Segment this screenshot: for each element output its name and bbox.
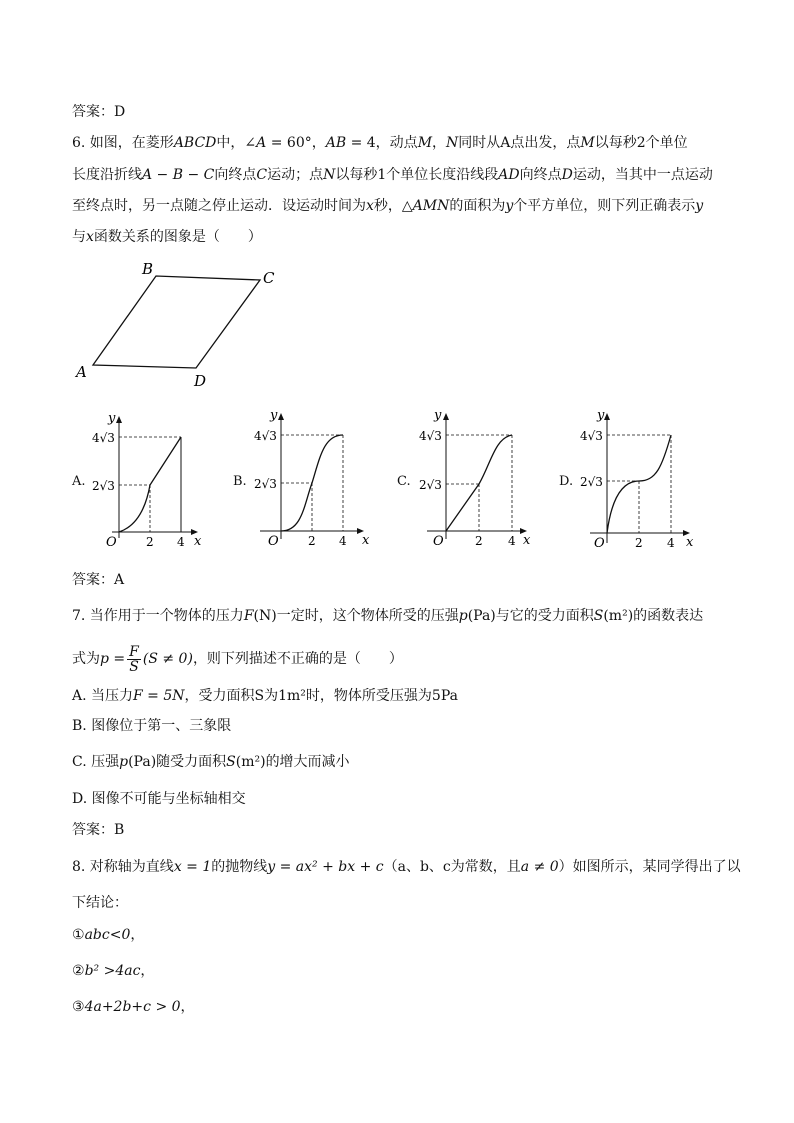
x-tick-4: 4	[177, 535, 185, 549]
x-label: x	[362, 533, 370, 547]
text: C. 压强	[72, 754, 120, 770]
y-label: y	[434, 408, 442, 423]
text: 秒，	[373, 198, 402, 214]
text: 向终点	[214, 167, 257, 183]
math: p =	[100, 651, 126, 667]
x-tick-2: 2	[308, 534, 316, 547]
q7-line-1	[72, 606, 703, 626]
graph-d-label: D.	[559, 474, 574, 489]
graph-b-label: B.	[233, 474, 247, 489]
origin-label: O	[594, 536, 605, 550]
math: (Pa)	[128, 754, 157, 770]
text: ，	[180, 999, 195, 1015]
math: A	[256, 135, 267, 151]
q7-option-a	[72, 686, 458, 706]
text: = 60°，	[266, 135, 326, 151]
vertex-label-c: C	[263, 269, 275, 287]
y-tick-mid: 2√3	[419, 478, 442, 492]
math: p	[458, 608, 468, 624]
math: (Pa)	[467, 608, 496, 624]
math: p	[119, 754, 129, 770]
text: 的面积为	[449, 198, 506, 214]
text: ，受力面积S为	[184, 688, 279, 704]
math: x	[366, 198, 374, 214]
math: M	[417, 135, 433, 151]
q7-option-d: D. 图像不可能与坐标轴相交	[72, 791, 246, 807]
math: AB	[325, 135, 347, 151]
x-tick-2: 2	[635, 536, 643, 550]
circled-number: ③	[72, 999, 85, 1015]
y-tick-mid: 2√3	[92, 479, 115, 493]
math: ABCD	[173, 135, 217, 151]
math: A − B − C	[142, 167, 215, 183]
text: 至终点时，另一点随之停止运动．设运动时间为	[72, 198, 366, 214]
graph-b	[250, 405, 376, 547]
text: ）如图所示，某同学得出了以	[558, 859, 741, 875]
math: D	[561, 167, 573, 183]
x-tick-2: 2	[475, 534, 483, 547]
q7-option-b: B. 图像位于第一、三象限	[72, 718, 232, 734]
text: 函数关系的图象是（ ）	[93, 229, 262, 245]
graph-a	[88, 408, 208, 550]
rhombus-shape	[93, 276, 260, 368]
graph-a-label: A.	[72, 474, 86, 489]
text: 7. 当作用于一个物体的压力	[72, 608, 244, 624]
y-tick-top: 4√3	[419, 429, 442, 443]
math: a ≠ 0	[520, 859, 559, 875]
math: S	[593, 608, 604, 624]
text: 的抛物线	[211, 859, 268, 875]
y-tick-mid: 2√3	[254, 477, 277, 491]
text: ，	[140, 963, 155, 979]
text: 以每秒2个单位	[594, 135, 688, 151]
text: 的函数表达	[633, 608, 704, 624]
text: ，	[130, 927, 145, 943]
origin-label: O	[268, 534, 279, 547]
circled-number: ②	[72, 963, 85, 979]
rhombus-figure	[70, 258, 290, 390]
text: 随受力面积	[156, 754, 227, 770]
math: (S ≠ 0)	[142, 651, 193, 667]
math: N	[323, 167, 336, 183]
math: x	[86, 229, 94, 245]
math: F = 5N	[133, 688, 185, 704]
y-axis-arrow	[443, 413, 449, 420]
y-label: y	[108, 411, 116, 426]
q6-line-3	[72, 196, 703, 216]
x-tick-4: 4	[667, 536, 675, 550]
y-axis-arrow	[278, 413, 284, 420]
x-label: x	[523, 533, 531, 547]
text: （a、b、c为常数，且	[383, 859, 521, 875]
q8-conclusion-1	[72, 925, 144, 945]
y-tick-top: 4√3	[92, 431, 115, 445]
math: M	[580, 135, 595, 151]
math: F	[243, 608, 254, 624]
q7-line-2	[72, 642, 403, 676]
text: 6. 如图，在菱形	[72, 135, 174, 151]
q8-line-2: 下结论：	[72, 895, 128, 911]
q7-option-c	[72, 752, 350, 772]
q6-answer: 答案：A	[72, 572, 125, 588]
origin-label: O	[433, 534, 444, 547]
graph-d	[576, 405, 702, 550]
y-tick-top: 4√3	[580, 429, 603, 443]
x-tick-4: 4	[508, 534, 516, 547]
circled-number: ①	[72, 927, 85, 943]
text: 的增大而减小	[265, 754, 350, 770]
fraction	[127, 645, 141, 674]
text: 式为	[72, 651, 100, 667]
math: y	[695, 198, 704, 214]
text: 以每秒1个单位长度沿线段	[335, 167, 499, 183]
x-label: x	[686, 535, 694, 550]
x-label: x	[194, 534, 202, 549]
math: (m²)	[603, 608, 634, 624]
y-label: y	[270, 408, 278, 423]
text: 时，物体所受压强为5Pa	[305, 688, 458, 704]
y-label: y	[597, 408, 605, 423]
math: b² >4ac	[84, 963, 141, 979]
math: y	[505, 198, 514, 214]
graph-c-label: C.	[397, 474, 411, 489]
vertex-label-d: D	[194, 372, 207, 390]
math: 4a+2b+c > 0	[84, 999, 181, 1015]
math: x = 1	[173, 859, 212, 875]
q8-conclusion-2	[72, 961, 154, 981]
q6-line-1	[72, 133, 688, 153]
q8-line-1	[72, 857, 741, 877]
curve	[281, 435, 343, 531]
math: y = ax² + bx + c	[267, 859, 384, 875]
text: 一定时，这个物体所受的压强	[276, 608, 459, 624]
q5-answer: 答案：D	[72, 104, 126, 120]
math: △AMN	[401, 198, 450, 214]
q8-conclusion-3	[72, 997, 195, 1017]
y-tick-top: 4√3	[254, 429, 277, 443]
math: C	[256, 167, 268, 183]
math: (N)	[253, 608, 277, 624]
vertex-label-b: B	[142, 260, 154, 278]
fraction-numerator: F	[129, 643, 139, 660]
math: AD	[498, 167, 520, 183]
math: (m²)	[235, 754, 266, 770]
q7-answer: 答案：B	[72, 822, 125, 838]
text: 运动，当其中一点运动	[572, 167, 713, 183]
text: 同时从A点出发，点	[458, 135, 581, 151]
vertex-label-a: A	[76, 363, 87, 381]
text: 向终点	[519, 167, 562, 183]
q6-line-4	[72, 227, 262, 247]
math: abc<0	[84, 927, 131, 943]
text: 长度沿折线	[72, 167, 142, 183]
math: 1m²	[278, 688, 306, 704]
text: 8. 对称轴为直线	[72, 859, 174, 875]
graph-c	[415, 405, 541, 547]
text: A. 当压力	[72, 688, 134, 704]
text: 个平方单位，则下列正确表示	[513, 198, 696, 214]
origin-label: O	[106, 535, 117, 550]
q6-line-2	[72, 165, 713, 185]
x-tick-2: 2	[146, 535, 154, 549]
text: 与它的受力面积	[495, 608, 594, 624]
x-tick-4: 4	[339, 534, 347, 547]
math: N	[446, 135, 459, 151]
y-tick-mid: 2√3	[580, 475, 603, 489]
text: ，则下列描述不正确的是（ ）	[192, 651, 403, 667]
text: 与	[72, 229, 86, 245]
math: S	[226, 754, 236, 770]
text: ，	[432, 135, 447, 151]
fraction-denominator: S	[129, 658, 139, 675]
text: = 4，动点	[346, 135, 418, 151]
y-axis-arrow	[116, 416, 122, 423]
y-axis-arrow	[604, 413, 610, 420]
text: 中，∠	[216, 135, 257, 151]
text: 运动；点	[267, 167, 324, 183]
